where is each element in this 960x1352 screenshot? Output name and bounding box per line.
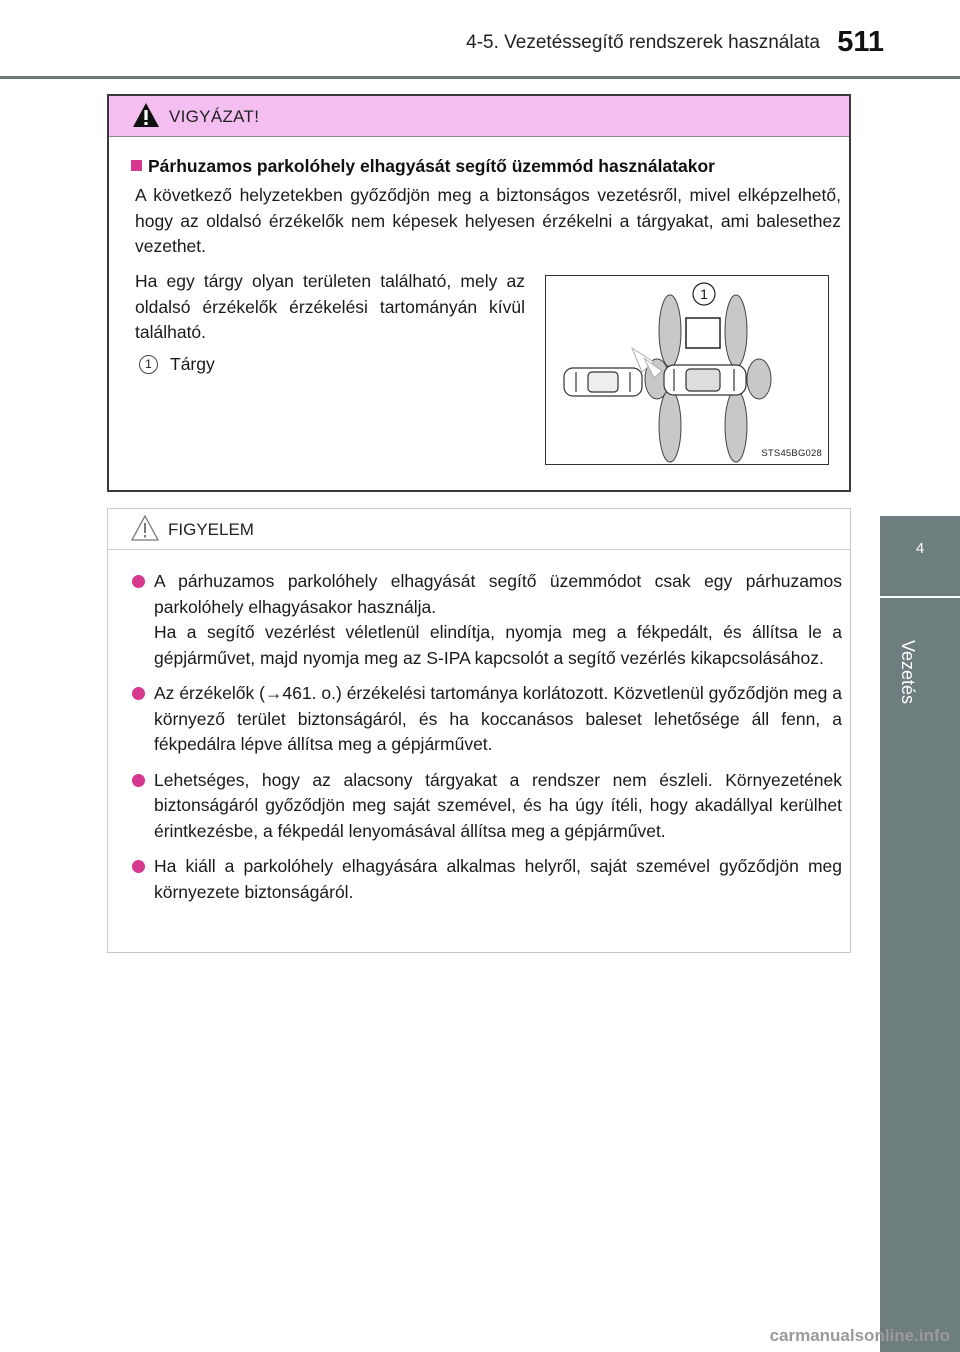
section-title: 4-5. Vezetéssegítő rendszerek használata bbox=[466, 32, 820, 53]
bullet-text: A párhuzamos parkolóhely elhagyását segítő üzemmódot csak egy párhuzamos parkolóhely elhagyásakor használja. bbox=[154, 571, 842, 617]
moving-car bbox=[664, 365, 746, 395]
bullet-text: Az érzékelők (→461. o.) érzékelési tartománya korlátozott. Közvetlenül győződjön meg a környező terület biztonságáról, és ha koccanásos baleset lehetősége áll fenn, a fékpedálra lépve állítsa meg a gépjárművet. bbox=[154, 683, 842, 754]
bullet-dot-icon bbox=[132, 575, 145, 588]
parked-car bbox=[564, 368, 642, 396]
bullet-dot-icon bbox=[132, 774, 145, 787]
sensor-zone bbox=[747, 359, 771, 399]
chapter-title: Vezetés bbox=[898, 640, 918, 705]
warning-paragraph: A következő helyzetekben győződjön meg a biztonságos vezetésről, mivel elképzelhető, hogy az oldalsó érzékelők nem képesek helyesen érzékelni a tárgyakat, ami balesethez vezethet. bbox=[135, 185, 841, 256]
bullet-text: Ha kiáll a parkolóhely elhagyására alkalmas helyről, saját szemével győződjön meg környezete biztonságáról. bbox=[154, 856, 842, 902]
list-item bbox=[130, 768, 842, 845]
bullet-extra-text: Ha a segítő vezérlést véletlenül elindítja, nyomja meg a fékpedált, és állítsa le a gépjárművet, majd nyomja meg az S-IPA kapcsolót a segítő vezérlés kikapcsolásához. bbox=[154, 622, 842, 668]
page-header bbox=[0, 0, 960, 80]
warning-subheading bbox=[131, 156, 715, 177]
caution-box bbox=[107, 508, 851, 953]
page-number: 511 bbox=[837, 26, 884, 58]
parking-figure bbox=[545, 275, 829, 465]
sensor-zone bbox=[725, 295, 747, 367]
bullet-dot-icon bbox=[132, 860, 145, 873]
figure-callout-number: 1 bbox=[700, 286, 708, 302]
legend-number: 1 bbox=[139, 355, 158, 374]
list-item bbox=[130, 569, 842, 671]
chapter-tab[interactable] bbox=[880, 516, 960, 596]
warning-subheading-text: Párhuzamos parkolóhely elhagyását segítő üzemmód használatakor bbox=[148, 156, 715, 176]
figure-description: Ha egy tárgy olyan területen található, mely az oldalsó érzékelők érzékelési tartományán kívül található. bbox=[135, 271, 525, 342]
watermark: carmanualsonline.info bbox=[769, 1326, 950, 1345]
sensor-zone bbox=[659, 390, 681, 462]
figure-code: STS45BG028 bbox=[761, 448, 822, 459]
legend-label: Tárgy bbox=[170, 354, 215, 374]
list-item bbox=[130, 681, 842, 758]
target-object bbox=[686, 318, 720, 348]
caution-list bbox=[130, 569, 842, 915]
sensor-zone bbox=[725, 390, 747, 462]
warning-header bbox=[109, 96, 849, 137]
caution-triangle-icon bbox=[130, 514, 160, 542]
caution-title: FIGYELEM bbox=[168, 520, 254, 539]
warning-box bbox=[107, 94, 851, 492]
warning-title: VIGYÁZAT! bbox=[169, 107, 260, 126]
bullet-text: Lehetséges, hogy az alacsony tárgyakat a rendszer nem észleli. Környezetének biztonságáról győződjön meg saját szemével, és ha úgy ítéli, hogy akadállyal kerülhet érintkezésbe, a fékpedál lenyomásával állítsa meg a gépjárművet. bbox=[154, 769, 842, 841]
warning-triangle-icon bbox=[131, 101, 161, 129]
header-rule bbox=[0, 76, 960, 79]
parking-illustration bbox=[546, 276, 830, 466]
square-bullet-icon bbox=[131, 160, 142, 171]
sensor-zone bbox=[659, 295, 681, 367]
list-item bbox=[130, 854, 842, 905]
chapter-number: 4 bbox=[915, 540, 925, 557]
figure-legend bbox=[139, 354, 215, 375]
caution-header bbox=[108, 509, 850, 550]
chapter-sidebar bbox=[880, 598, 960, 1352]
bullet-dot-icon bbox=[132, 687, 145, 700]
